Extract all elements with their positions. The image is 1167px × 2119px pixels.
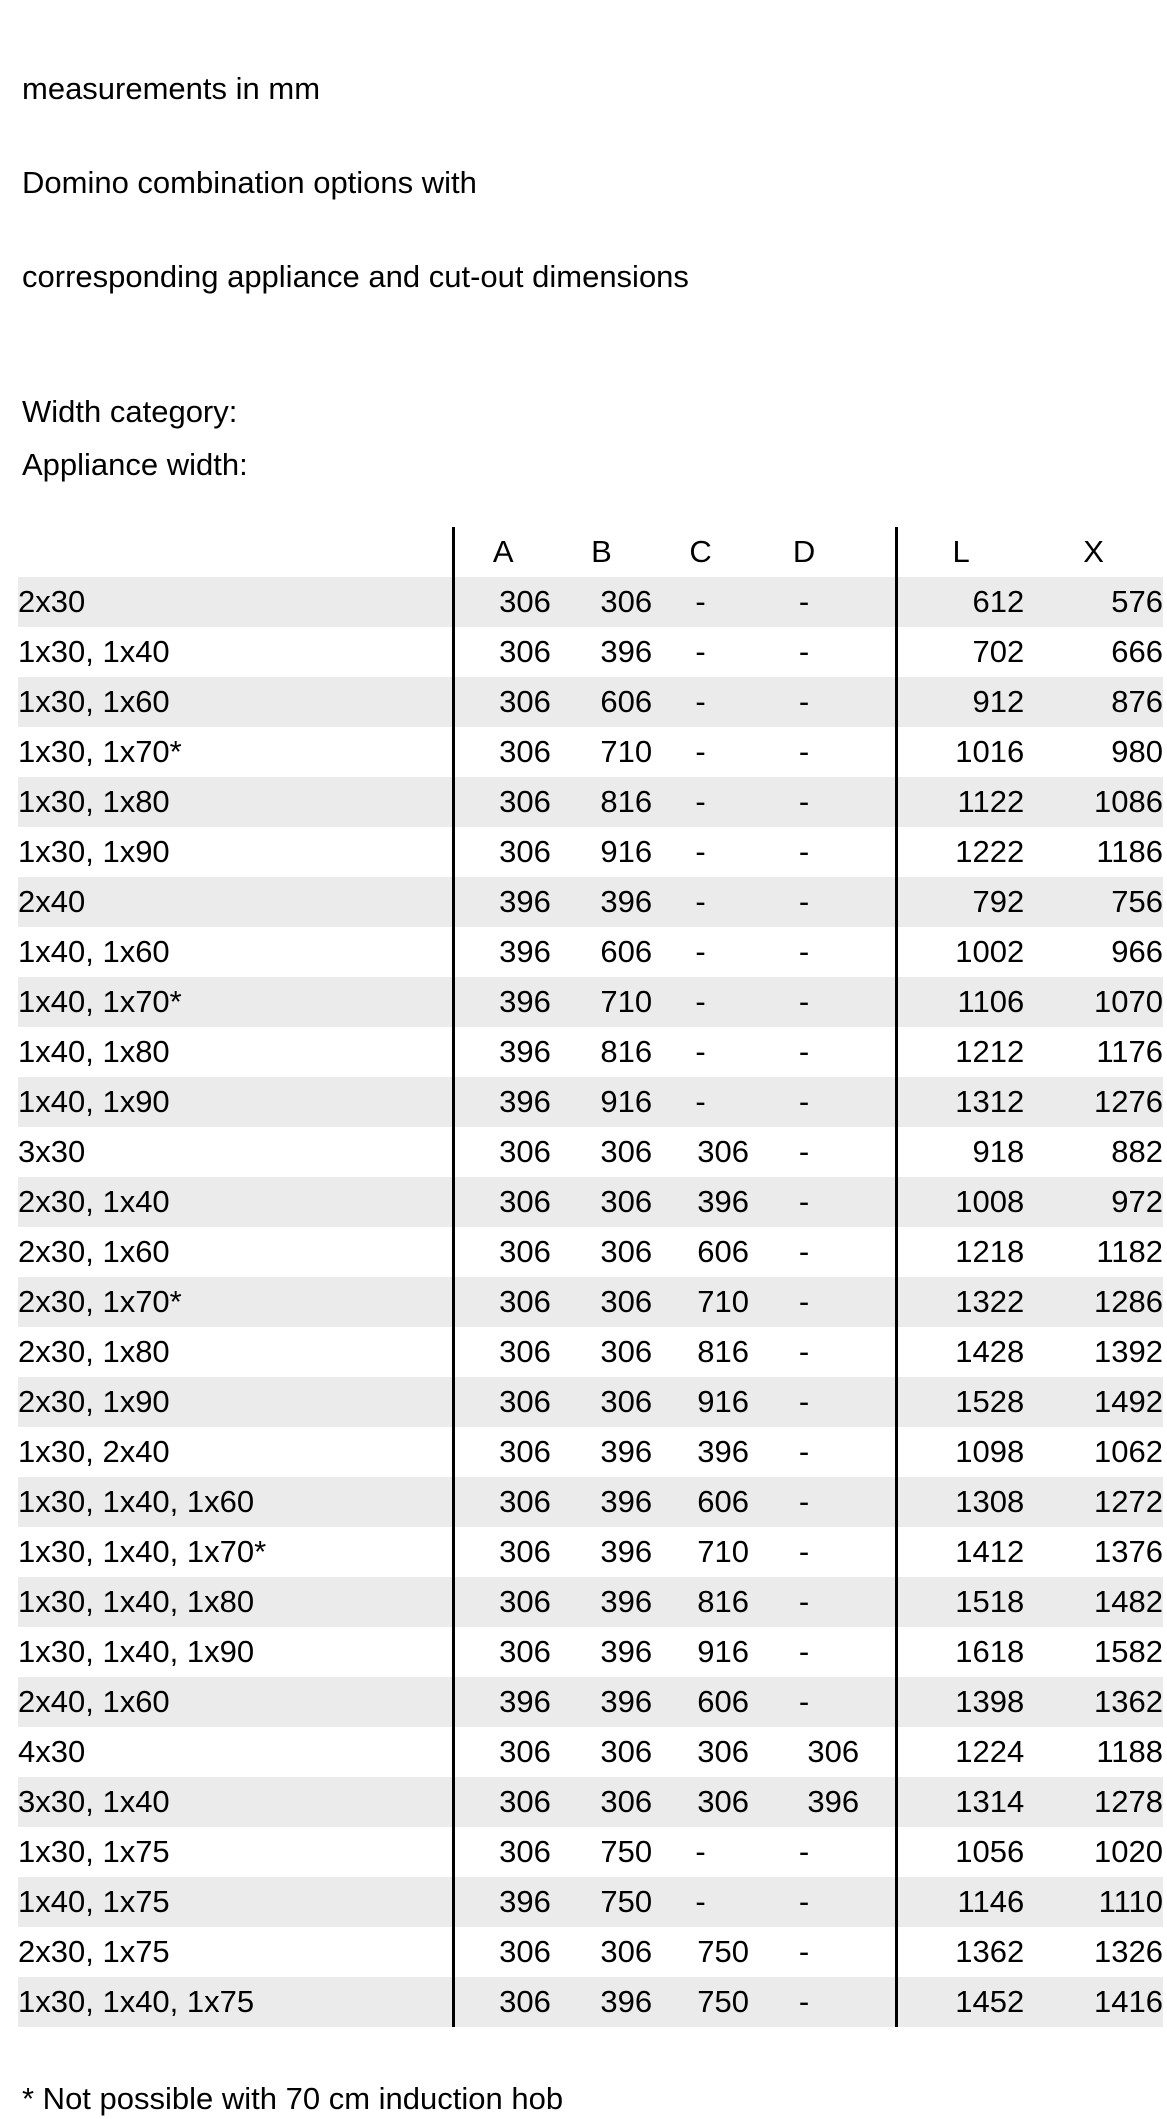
cell-d: - [749,1177,859,1227]
cell-d: - [749,1877,859,1927]
table-row [18,1677,1163,1727]
cell-l: 1002 [897,927,1025,977]
table-row [18,1627,1163,1677]
cell-a: 396 [454,977,551,1027]
cell-d: - [749,927,859,977]
header-l: L [897,527,1025,577]
table-row [18,977,1163,1027]
cell-combination: 2x30 [18,577,454,627]
cell-combination: 2x30, 1x60 [18,1227,454,1277]
cell-c: 916 [652,1627,749,1677]
cell-combination: 1x40, 1x70* [18,977,454,1027]
cell-b: 306 [551,1927,652,1977]
cell-a: 396 [454,927,551,977]
cell-a: 306 [454,1277,551,1327]
cell-b: 306 [551,1777,652,1827]
intro-line-1: measurements in mm [22,71,321,106]
cell-a: 306 [454,677,551,727]
cell-x: 1278 [1024,1777,1163,1827]
cell-c: 306 [652,1777,749,1827]
cell-gap [859,1877,896,1927]
cell-l: 1098 [897,1427,1025,1477]
cell-c: 396 [652,1177,749,1227]
cell-x: 980 [1024,727,1163,777]
header-combo [18,527,454,577]
cell-combination: 1x30, 2x40 [18,1427,454,1477]
table-row [18,1077,1163,1127]
cell-a: 306 [454,727,551,777]
cell-x: 966 [1024,927,1163,977]
cell-b: 916 [551,827,652,877]
cell-d: - [749,677,859,727]
cell-gap [859,1827,896,1877]
cell-c: - [652,927,749,977]
table-row [18,877,1163,927]
cell-a: 306 [454,1477,551,1527]
cell-x: 1492 [1024,1377,1163,1427]
cell-x: 1326 [1024,1927,1163,1977]
cell-d: - [749,577,859,627]
cell-l: 1122 [897,777,1025,827]
cell-b: 306 [551,1377,652,1427]
cell-c: 816 [652,1327,749,1377]
cell-b: 396 [551,1677,652,1727]
cell-l: 1518 [897,1577,1025,1627]
cell-d: - [749,977,859,1027]
cell-c: 710 [652,1527,749,1577]
cell-d: - [749,827,859,877]
cell-combination: 1x40, 1x80 [18,1027,454,1077]
cell-b: 606 [551,927,652,977]
cell-d: - [749,1027,859,1077]
cell-d: - [749,1077,859,1127]
cell-b: 396 [551,877,652,927]
cell-d: - [749,1977,859,2027]
cell-d: - [749,727,859,777]
cell-c: 916 [652,1377,749,1427]
cell-b: 306 [551,1727,652,1777]
cell-l: 1016 [897,727,1025,777]
cell-gap [859,1127,896,1177]
cell-b: 396 [551,1977,652,2027]
cell-l: 1008 [897,1177,1025,1227]
cell-l: 1212 [897,1027,1025,1077]
cell-x: 1086 [1024,777,1163,827]
cell-b: 710 [551,977,652,1027]
cell-gap [859,877,896,927]
width-category-label: Width category: [22,394,238,429]
cell-gap [859,727,896,777]
cell-c: - [652,677,749,727]
cell-d: - [749,1527,859,1577]
cell-a: 396 [454,1027,551,1077]
cell-b: 396 [551,627,652,677]
cell-c: - [652,1827,749,1877]
cell-a: 396 [454,877,551,927]
cell-c: 606 [652,1677,749,1727]
cell-l: 1106 [897,977,1025,1027]
cell-x: 1070 [1024,977,1163,1027]
cell-d: - [749,1427,859,1477]
table-row [18,1227,1163,1277]
cell-gap [859,1177,896,1227]
cell-gap [859,827,896,877]
cell-x: 1182 [1024,1227,1163,1277]
category-block [22,385,1167,491]
cell-b: 606 [551,677,652,727]
cell-gap [859,677,896,727]
cell-l: 1308 [897,1477,1025,1527]
cell-c: 750 [652,1927,749,1977]
cell-b: 396 [551,1427,652,1477]
cell-combination: 2x30, 1x80 [18,1327,454,1377]
cell-gap [859,1227,896,1277]
cell-combination: 1x40, 1x75 [18,1877,454,1927]
cell-l: 1222 [897,827,1025,877]
cell-a: 306 [454,1177,551,1227]
cell-a: 306 [454,1227,551,1277]
cell-l: 1428 [897,1327,1025,1377]
cell-x: 756 [1024,877,1163,927]
cell-c: - [652,777,749,827]
table-row [18,627,1163,677]
cell-a: 306 [454,1627,551,1677]
cell-c: - [652,977,749,1027]
header-b: B [551,527,652,577]
cell-x: 1482 [1024,1577,1163,1627]
cell-c: 710 [652,1277,749,1327]
cell-d: - [749,1327,859,1377]
cell-d: - [749,1827,859,1877]
cell-combination: 4x30 [18,1727,454,1777]
cell-b: 750 [551,1877,652,1927]
cell-l: 1224 [897,1727,1025,1777]
cell-c: 396 [652,1427,749,1477]
table-row [18,777,1163,827]
cell-d: - [749,877,859,927]
cell-gap [859,1527,896,1577]
cell-gap [859,1277,896,1327]
cell-c: - [652,877,749,927]
table-row [18,1477,1163,1527]
cell-l: 1398 [897,1677,1025,1727]
cell-l: 1412 [897,1527,1025,1577]
cell-a: 306 [454,1427,551,1477]
spacer-top [0,347,1167,385]
table-row [18,1277,1163,1327]
cell-d: - [749,1277,859,1327]
cell-l: 1218 [897,1227,1025,1277]
intro-line-3: corresponding appliance and cut-out dimensions [22,259,689,294]
cell-a: 306 [454,1377,551,1427]
cell-gap [859,1577,896,1627]
cell-l: 918 [897,1127,1025,1177]
table-row [18,1377,1163,1427]
cell-a: 306 [454,1127,551,1177]
cell-x: 876 [1024,677,1163,727]
cell-x: 1286 [1024,1277,1163,1327]
cell-combination: 2x40, 1x60 [18,1677,454,1727]
cell-combination: 1x30, 1x60 [18,677,454,727]
cell-combination: 1x30, 1x40, 1x90 [18,1627,454,1677]
cell-c: - [652,577,749,627]
cell-x: 1362 [1024,1677,1163,1727]
cell-x: 576 [1024,577,1163,627]
cell-combination: 1x30, 1x40 [18,627,454,677]
cell-l: 1362 [897,1927,1025,1977]
cell-a: 306 [454,1977,551,2027]
table-row [18,1327,1163,1377]
table-row [18,727,1163,777]
cell-d: 306 [749,1727,859,1777]
table-row [18,1877,1163,1927]
cell-a: 306 [454,777,551,827]
cell-gap [859,1627,896,1677]
cell-d: - [749,1577,859,1627]
cell-b: 750 [551,1827,652,1877]
table-header-row [18,527,1163,577]
table-row [18,1927,1163,1977]
cell-b: 396 [551,1527,652,1577]
cell-gap [859,577,896,627]
cell-combination: 1x30, 1x40, 1x60 [18,1477,454,1527]
intro-block [22,18,1167,347]
cell-a: 306 [454,1727,551,1777]
cell-c: 606 [652,1477,749,1527]
cell-d: - [749,1127,859,1177]
cell-gap [859,1977,896,2027]
cell-b: 396 [551,1477,652,1527]
cell-a: 396 [454,1677,551,1727]
cell-combination: 1x30, 1x90 [18,827,454,877]
cell-b: 396 [551,1577,652,1627]
cell-c: 306 [652,1127,749,1177]
cell-combination: 1x30, 1x40, 1x70* [18,1527,454,1577]
cell-combination: 2x30, 1x40 [18,1177,454,1227]
cell-d: - [749,777,859,827]
cell-combination: 2x30, 1x70* [18,1277,454,1327]
appliance-width-label: Appliance width: [22,447,248,482]
cell-combination: 1x30, 1x40, 1x80 [18,1577,454,1627]
cell-a: 306 [454,627,551,677]
cell-combination: 3x30, 1x40 [18,1777,454,1827]
table-row [18,677,1163,727]
cell-a: 396 [454,1077,551,1127]
cell-d: - [749,1927,859,1977]
cell-b: 306 [551,1227,652,1277]
cell-l: 612 [897,577,1025,627]
cell-c: 816 [652,1577,749,1627]
cell-x: 1272 [1024,1477,1163,1527]
cell-b: 710 [551,727,652,777]
cell-l: 1528 [897,1377,1025,1427]
cell-gap [859,1477,896,1527]
cell-a: 306 [454,1577,551,1627]
cell-b: 816 [551,777,652,827]
cell-a: 306 [454,1777,551,1827]
cell-l: 792 [897,877,1025,927]
header-gap [859,527,896,577]
cell-x: 1020 [1024,1827,1163,1877]
header-c: C [652,527,749,577]
cell-x: 882 [1024,1127,1163,1177]
cell-combination: 1x40, 1x60 [18,927,454,977]
cell-c: 606 [652,1227,749,1277]
cell-combination: 1x30, 1x40, 1x75 [18,1977,454,2027]
table-row [18,1027,1163,1077]
cell-x: 972 [1024,1177,1163,1227]
table-row [18,1127,1163,1177]
spacer-mid [0,491,1167,527]
cell-gap [859,1027,896,1077]
table-row [18,1977,1163,2027]
cell-b: 306 [551,1277,652,1327]
cell-gap [859,977,896,1027]
table-row [18,577,1163,627]
cell-gap [859,1727,896,1777]
table-row [18,1577,1163,1627]
cell-l: 1056 [897,1827,1025,1877]
table-row [18,1777,1163,1827]
cell-d: - [749,1377,859,1427]
cell-c: - [652,1027,749,1077]
footnote: * Not possible with 70 cm induction hob [22,2081,564,2116]
cell-a: 306 [454,1327,551,1377]
cell-gap [859,1777,896,1827]
cell-x: 1376 [1024,1527,1163,1577]
cell-d: - [749,1227,859,1277]
cell-d: - [749,1477,859,1527]
table-row [18,1177,1163,1227]
cell-combination: 2x30, 1x90 [18,1377,454,1427]
table-row [18,927,1163,977]
cell-gap [859,1927,896,1977]
cell-b: 306 [551,577,652,627]
header-d: D [749,527,859,577]
domino-combination-table [18,527,1163,2027]
cell-l: 702 [897,627,1025,677]
cell-gap [859,1427,896,1477]
cell-gap [859,1377,896,1427]
cell-c: 750 [652,1977,749,2027]
cell-d: 396 [749,1777,859,1827]
table-row [18,827,1163,877]
cell-x: 1176 [1024,1027,1163,1077]
cell-gap [859,777,896,827]
cell-x: 1276 [1024,1077,1163,1127]
cell-b: 306 [551,1327,652,1377]
cell-d: - [749,1677,859,1727]
cell-gap [859,1677,896,1727]
cell-x: 1188 [1024,1727,1163,1777]
cell-gap [859,1077,896,1127]
cell-combination: 2x30, 1x75 [18,1927,454,1977]
cell-l: 1312 [897,1077,1025,1127]
cell-c: - [652,1877,749,1927]
cell-gap [859,627,896,677]
intro-line-2: Domino combination options with [22,165,477,200]
cell-b: 306 [551,1177,652,1227]
cell-gap [859,1327,896,1377]
cell-x: 1582 [1024,1627,1163,1677]
cell-gap [859,927,896,977]
table-body [18,577,1163,2027]
cell-b: 396 [551,1627,652,1677]
cell-combination: 2x40 [18,877,454,927]
cell-c: - [652,627,749,677]
table-row [18,1527,1163,1577]
cell-combination: 1x30, 1x70* [18,727,454,777]
cell-x: 1392 [1024,1327,1163,1377]
cell-combination: 1x40, 1x90 [18,1077,454,1127]
table-row [18,1827,1163,1877]
cell-b: 306 [551,1127,652,1177]
cell-l: 1618 [897,1627,1025,1677]
cell-combination: 1x30, 1x80 [18,777,454,827]
cell-a: 306 [454,1927,551,1977]
cell-l: 1452 [897,1977,1025,2027]
header-a: A [454,527,551,577]
cell-c: - [652,727,749,777]
cell-a: 306 [454,827,551,877]
cell-x: 1186 [1024,827,1163,877]
cell-l: 1314 [897,1777,1025,1827]
cell-b: 816 [551,1027,652,1077]
cell-l: 1322 [897,1277,1025,1327]
cell-d: - [749,1627,859,1677]
cell-x: 1110 [1024,1877,1163,1927]
cell-a: 306 [454,577,551,627]
table-row [18,1427,1163,1477]
cell-c: - [652,827,749,877]
cell-x: 666 [1024,627,1163,677]
cell-combination: 3x30 [18,1127,454,1177]
cell-c: - [652,1077,749,1127]
cell-b: 916 [551,1077,652,1127]
cell-a: 306 [454,1827,551,1877]
cell-x: 1062 [1024,1427,1163,1477]
cell-a: 396 [454,1877,551,1927]
cell-d: - [749,627,859,677]
cell-x: 1416 [1024,1977,1163,2027]
table-row [18,1727,1163,1777]
header-x: X [1024,527,1163,577]
cell-a: 306 [454,1527,551,1577]
cell-c: 306 [652,1727,749,1777]
cell-l: 912 [897,677,1025,727]
cell-l: 1146 [897,1877,1025,1927]
cell-combination: 1x30, 1x75 [18,1827,454,1877]
